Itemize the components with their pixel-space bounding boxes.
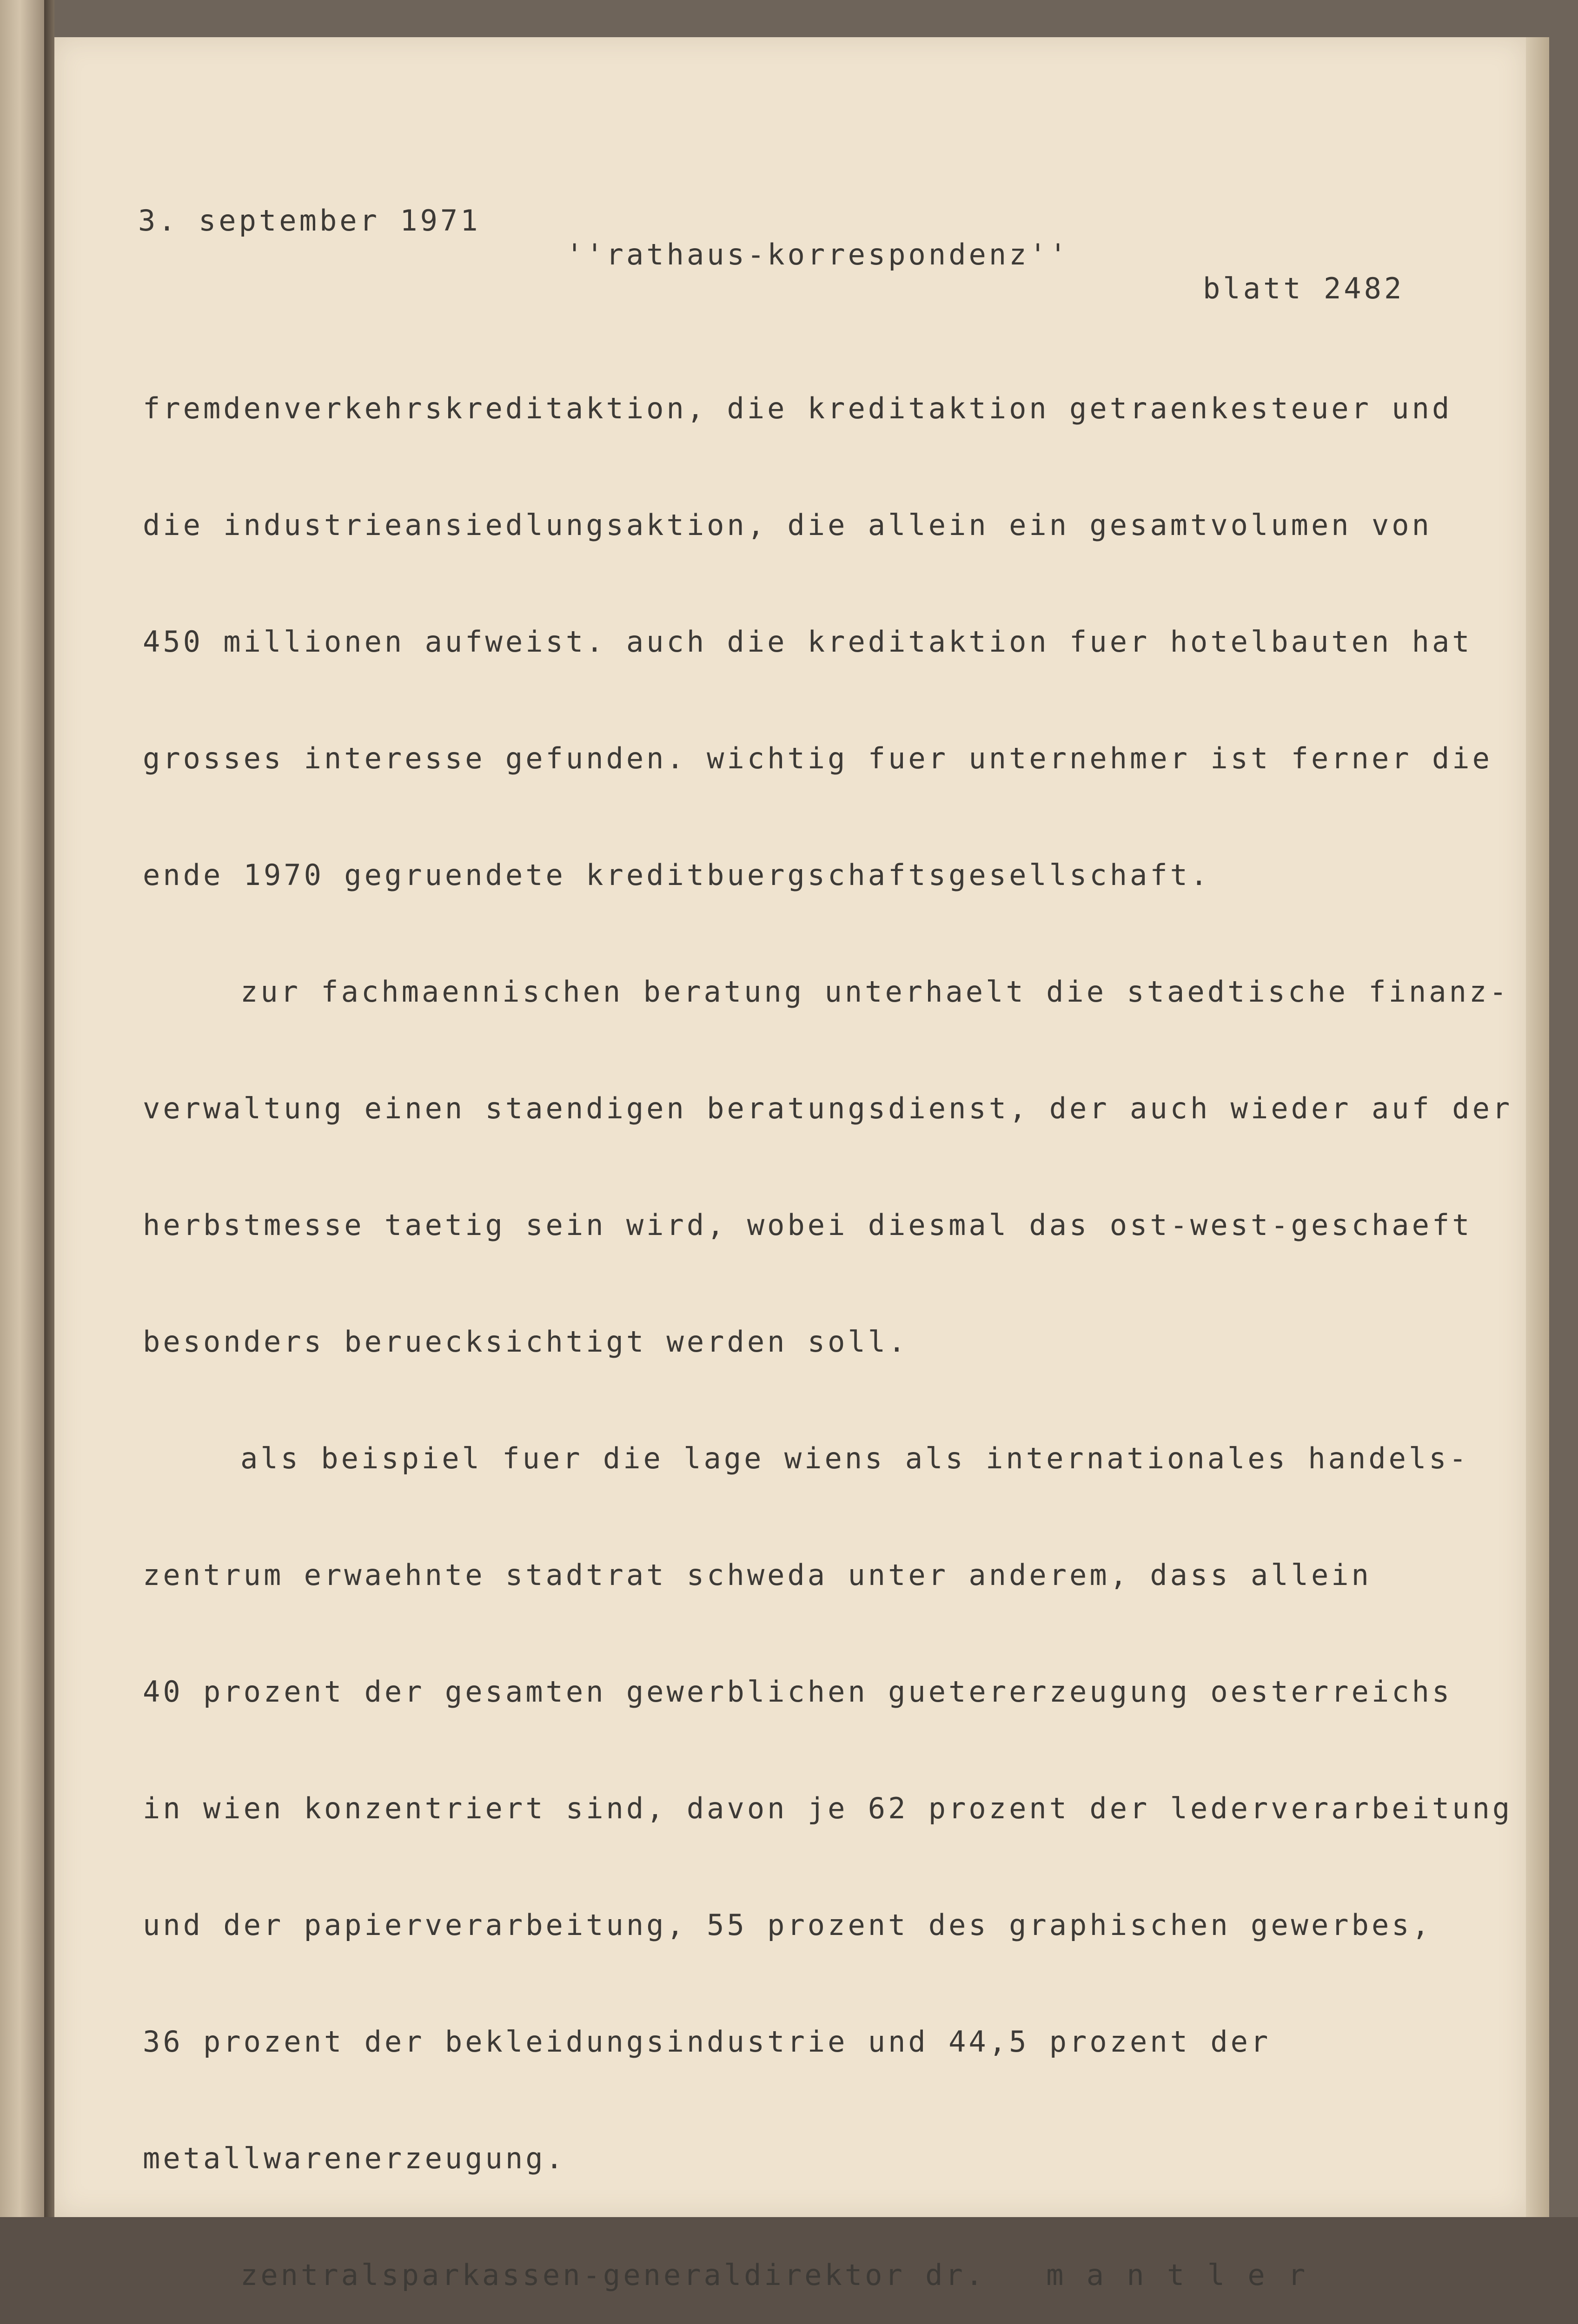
text-line: metallwarenerzeugung.	[143, 2141, 566, 2175]
paragraph-start-line: zentralsparkassen-generaldirektor dr. m a n t l e r	[240, 2258, 1308, 2292]
text-line: grosses interesse gefunden. wichtig fuer unternehmer ist ferner die	[143, 741, 1492, 775]
previous-page-edge	[0, 0, 44, 2217]
text-line: fremdenverkehrskreditaktion, die kreditaktion getraenkesteuer und	[143, 391, 1452, 425]
text-line: in wien konzentriert sind, davon je 62 prozent der lederverarbeitung	[143, 1791, 1513, 1825]
document-page	[54, 37, 1526, 2292]
header-publication: ''rathaus-korrespondenz''	[566, 238, 1070, 271]
body-text	[143, 316, 1514, 2324]
text-line: zentrum erwaehnte stadtrat schweda unter anderem, dass allein	[143, 1558, 1372, 1592]
text-line: verwaltung einen staendigen beratungsdienst, der auch wieder auf der	[143, 1091, 1513, 1125]
header-date: 3. september 1971	[138, 204, 481, 238]
paragraph-start-line: als beispiel fuer die lage wiens als internationales handels-	[240, 1441, 1469, 1475]
text-line: 450 millionen aufweist. auch die kreditaktion fuer hotelbauten hat	[143, 625, 1472, 659]
page-stack-edge	[1526, 37, 1549, 2217]
text-line: ende 1970 gegruendete kreditbuergschaftsgesellschaft.	[143, 858, 1211, 892]
book-spine	[44, 0, 54, 2217]
text-line: herbstmesse taetig sein wird, wobei diesmal das ost-west-geschaeft	[143, 1208, 1472, 1242]
page-header	[54, 170, 1526, 305]
text-line: besonders beruecksichtigt werden soll.	[143, 1325, 908, 1359]
header-sheet-number: blatt 2482	[1203, 271, 1405, 305]
text-line: und der papierverarbeitung, 55 prozent des graphischen gewerbes,	[143, 1908, 1432, 1942]
text-line: 36 prozent der bekleidungsindustrie und 44,5 prozent der	[143, 2025, 1271, 2059]
text-line: 40 prozent der gesamten gewerblichen guetererzeugung oesterreichs	[143, 1675, 1452, 1709]
paragraph-start-line: zur fachmaennischen beratung unterhaelt die staedtische finanz-	[240, 975, 1510, 1009]
text-line: die industrieansiedlungsaktion, die allein ein gesamtvolumen von	[143, 508, 1432, 542]
